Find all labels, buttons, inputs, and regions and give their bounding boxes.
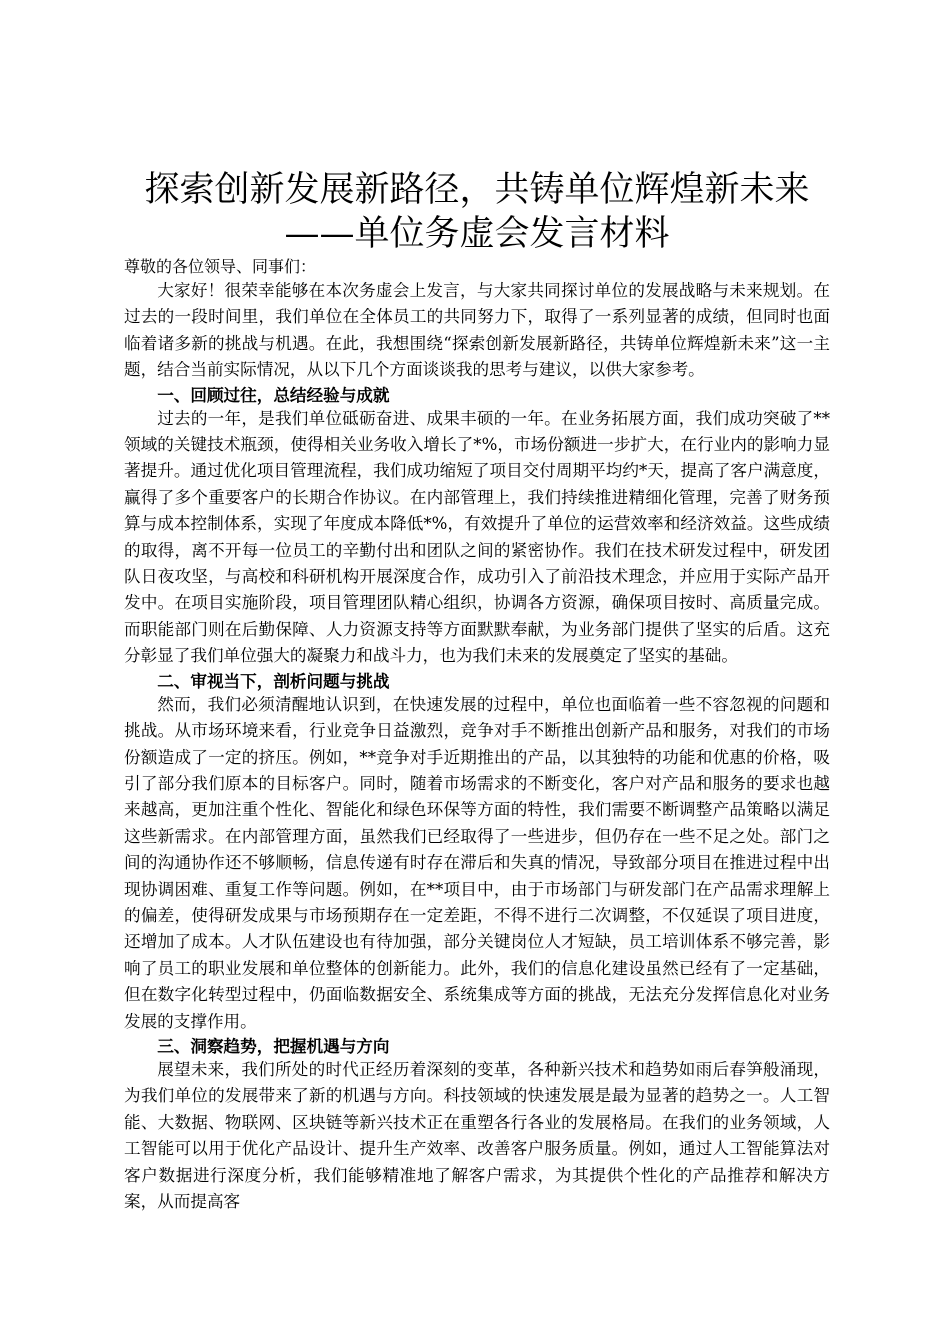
salutation: 尊敬的各位领导、同事们： <box>124 257 317 276</box>
document-page <box>124 168 830 1215</box>
document-subtitle: ——单位务虚会发言材料 <box>284 214 670 254</box>
section-heading-3: 三、洞察趋势，把握机遇与方向 <box>157 1035 390 1056</box>
document-title: 探索创新发展新路径，共铸单位辉煌新未来 <box>144 170 810 210</box>
section-heading-1: 一、回顾过往，总结经验与成就 <box>157 384 390 405</box>
section-body-1: 过去的一年，是我们单位砥砺奋进、成果丰硕的一年。在业务拓展方面，我们成功突破了**领域的关键技术瓶颈，使得相关业务收入增长了*%，市场份额进一步扩大，在行业内的影响力显著提升。通过优化项目管理流程，我们成功缩短了项目交付周期平均约*天，提高了客户满意度，赢得了多个重要客户的长期合作协议。在内部管理上，我们持续推进精细化管理，完善了财务预算与成本控制体系，实现了年度成本降低*%，有效提升了单位的运营效率和经济效益。这些成绩的取得，离不开每一位员工的辛勤付出和团队之间的紧密协作。我们在技术研发过程中，研发团队日夜攻坚，与高校和科研机构开展深度合作，成功引入了前沿技术理念，并应用于实际产品开发中。在项目实施阶段，项目管理团队精心组织，协调各方资源，确保项目按时、高质量完成。而职能部门则在后勤保障、人力资源支持等方面默默奉献，为业务部门提供了坚实的后盾。这充分彰显了我们单位强大的凝聚力和战斗力，也为我们未来的发展奠定了坚实的基础。 <box>124 408 830 666</box>
section-body-2: 然而，我们必须清醒地认识到，在快速发展的过程中，单位也面临着一些不容忽视的问题和挑战。从市场环境来看，行业竞争日益激烈，竞争对手不断推出创新产品和服务，对我们的市场份额造成了一定的挤压。例如，**竞争对手近期推出的产品，以其独特的功能和优惠的价格，吸引了部分我们原本的目标客户。同时，随着市场需求的不断变化，客户对产品和服务的要求也越来越高，更加注重个性化、智能化和绿色环保等方面的特性，我们需要不断调整产品策略以满足这些新需求。在内部管理方面，虽然我们已经取得了一些进步，但仍存在一些不足之处。部门之间的沟通协作还不够顺畅，信息传递有时存在滞后和失真的情况，导致部分项目在推进过程中出现协调困难、重复工作等问题。例如，在**项目中，由于市场部门与研发部门在产品需求理解上的偏差，使得研发成果与市场预期存在一定差距，不得不进行二次调整，不仅延误了项目进度，还增加了成本。人才队伍建设也有待加强，部分关键岗位人才短缺，员工培训体系不够完善，影响了员工的职业发展和单位整体的创新能力。此外，我们的信息化建设虽然已经有了一定基础，但在数字化转型过程中，仍面临数据安全、系统集成等方面的挑战，无法充分发挥信息化对业务发展的支撑作用。 <box>124 694 830 1031</box>
section-heading-2: 二、审视当下，剖析问题与挑战 <box>157 670 390 691</box>
intro-paragraph: 大家好！很荣幸能够在本次务虚会上发言，与大家共同探讨单位的发展战略与未来规划。在过去的一段时间里，我们单位在全体员工的共同努力下，取得了一系列显著的成绩，但同时也面临着诸多新的挑战与机遇。在此，我想围绕“探索创新发展新路径，共铸单位辉煌新未来”这一主题，结合当前实际情况，从以下几个方面谈谈我的思考与建议，以供大家参考。 <box>124 281 830 380</box>
section-body-3: 展望未来，我们所处的时代正经历着深刻的变革，各种新兴技术和趋势如雨后春笋般涌现，为我们单位的发展带来了新的机遇与方向。科技领域的快速发展是最为显著的趋势之一。人工智能、大数据、物联网、区块链等新兴技术正在重塑各行各业的发展格局。在我们的业务领域，人工智能可以用于优化产品设计、提升生产效率、改善客户服务质量。例如，通过人工智能算法对客户数据进行深度分析，我们能够精准地了解客户需求，为其提供个性化的产品推荐和解决方案，从而提高客 <box>124 1059 830 1211</box>
